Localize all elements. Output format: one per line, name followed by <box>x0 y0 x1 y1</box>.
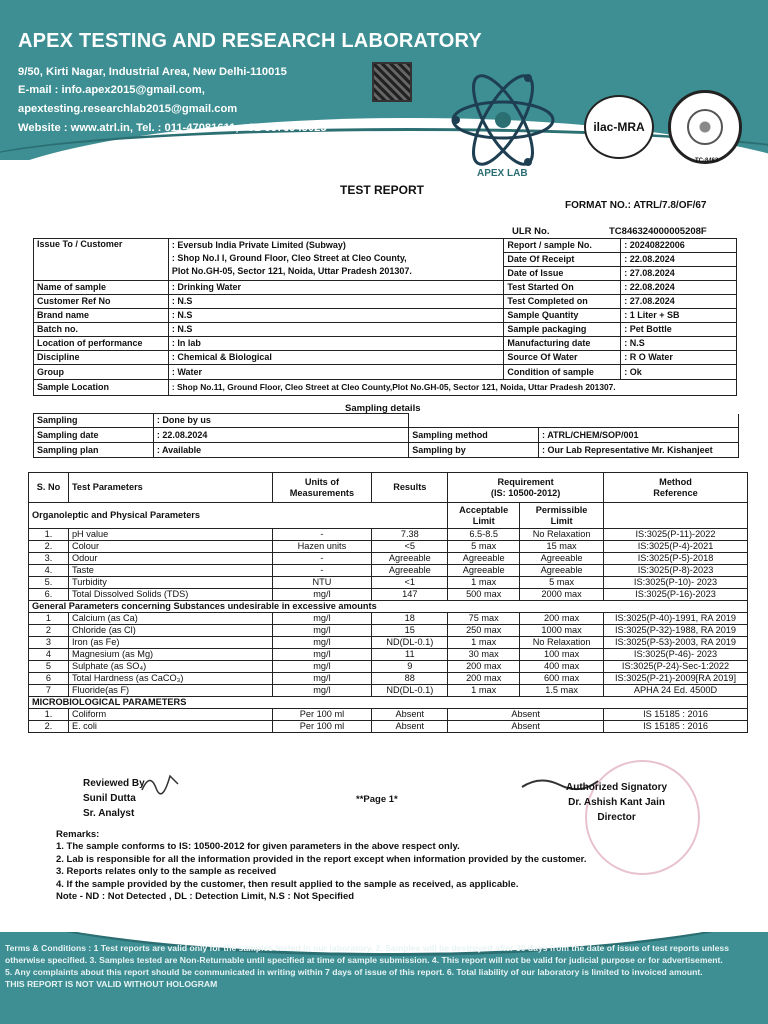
terms-line: Terms & Conditions : 1 Test reports are valid only for the samples tested in our laboratory. 2. Samples will be destroyed after 30 days from the date of issue of test reports unless <box>5 943 729 953</box>
sampling-method-value: : ATRL/CHEM/SOP/001 <box>539 428 739 443</box>
info-left-value: : Chemical & Biological <box>168 351 504 365</box>
logo-caption: APEX LAB <box>477 168 528 179</box>
table-cell: 200 max <box>520 613 604 625</box>
col-header-results: Results <box>372 473 448 503</box>
table-cell: 2 <box>29 625 69 637</box>
table-cell: 1.5 max <box>520 685 604 697</box>
table-cell: IS:3025(P-16)-2023 <box>604 589 748 601</box>
table-row <box>29 661 748 673</box>
table-cell: Hazen units <box>272 541 372 553</box>
sample-location-label: Sample Location <box>34 380 169 396</box>
table-cell: Absent <box>448 709 604 721</box>
info-left-value: : N.S <box>168 309 504 323</box>
table-cell: 1. <box>29 529 69 541</box>
ulr-label: ULR No. <box>512 226 550 237</box>
table-row <box>29 649 748 661</box>
table-cell: - <box>272 553 372 565</box>
section-heading: MICROBIOLOGICAL PARAMETERS <box>29 697 748 709</box>
table-cell: Per 100 ml <box>272 709 372 721</box>
table-cell: E. coli <box>68 721 272 733</box>
col-header-param: Test Parameters <box>68 473 272 503</box>
table-cell: ND(DL-0.1) <box>372 685 448 697</box>
table-cell: Per 100 ml <box>272 721 372 733</box>
info-left-label: Brand name <box>34 309 169 323</box>
authorized-label: Authorized Signatory <box>566 782 668 793</box>
issue-label: Issue To / Customer <box>34 239 169 281</box>
table-cell: 1000 max <box>520 625 604 637</box>
table-row <box>29 541 748 553</box>
reviewer-role: Sr. Analyst <box>83 808 135 819</box>
table-row <box>29 637 748 649</box>
table-cell: 88 <box>372 673 448 685</box>
col-header-acceptable: Acceptable Limit <box>448 503 520 529</box>
remark-item: 3. Reports relates only to the sample as received <box>56 866 277 878</box>
table-cell: IS 15185 : 2016 <box>604 721 748 733</box>
info-left-value: : N.S <box>168 323 504 337</box>
table-cell: 15 <box>372 625 448 637</box>
table-cell: 100 max <box>520 649 604 661</box>
reviewer-name: Sunil Dutta <box>83 793 136 804</box>
table-cell: 1 <box>29 613 69 625</box>
lab-name: APEX TESTING AND RESEARCH LABORATORY <box>18 30 482 52</box>
table-cell: 250 max <box>448 625 520 637</box>
info-right-label: Sample Quantity <box>504 309 621 323</box>
info-right-value: : 27.08.2024 <box>621 267 737 281</box>
table-cell: Agreeable <box>448 553 520 565</box>
sampling-details-heading: Sampling details <box>345 403 421 414</box>
table-cell: Colour <box>68 541 272 553</box>
table-cell: 18 <box>372 613 448 625</box>
info-left-value: : Drinking Water <box>168 281 504 295</box>
atom-logo-icon <box>448 70 558 170</box>
info-right-value: : 1 Liter + SB <box>621 309 737 323</box>
table-cell: Fluoride(as F) <box>68 685 272 697</box>
table-cell: 4. <box>29 565 69 577</box>
table-cell: IS:3025(P-46)- 2023 <box>604 649 748 661</box>
info-left-label: Customer Ref No <box>34 295 169 309</box>
table-cell: 1 max <box>448 577 520 589</box>
table-cell: 200 max <box>448 661 520 673</box>
sampling-plan-label: Sampling plan <box>34 443 154 458</box>
lab-address: 9/50, Kirti Nagar, Industrial Area, New Delhi-110015 <box>18 66 287 78</box>
reviewer-block <box>83 776 145 821</box>
table-cell: 11 <box>372 649 448 661</box>
sampling-date-label: Sampling date <box>34 428 154 443</box>
table-cell: pH value <box>68 529 272 541</box>
table-cell: mg/l <box>272 637 372 649</box>
terms-line: 5. Any complaints about this report should be communicated in writing within 7 days of issue of this report. 6. Total liability of our laboratory is limited to invoiced amount. <box>5 967 703 977</box>
table-cell: 1. <box>29 709 69 721</box>
table-cell: 400 max <box>520 661 604 673</box>
table-cell: - <box>272 529 372 541</box>
lab-website: Website : www.atrl.in, Tel. : 011-47081611, +91-8376945025 <box>18 122 327 134</box>
table-cell: 5 <box>29 661 69 673</box>
terms-line: THIS REPORT IS NOT VALID WITHOUT HOLOGRAM <box>5 979 218 989</box>
table-row <box>29 673 748 685</box>
table-cell: Calcium (as Ca) <box>68 613 272 625</box>
tc-number: TC-8463 <box>695 158 719 164</box>
table-cell: mg/l <box>272 625 372 637</box>
info-left-value: : N.S <box>168 295 504 309</box>
col-header-method: Method Reference <box>604 473 748 503</box>
nabl-seal-icon <box>668 90 742 164</box>
table-cell: 3. <box>29 553 69 565</box>
info-right-label: Test Started On <box>504 281 621 295</box>
info-left-label: Group <box>34 365 169 380</box>
table-cell: Taste <box>68 565 272 577</box>
table-cell: 5 max <box>520 577 604 589</box>
table-cell: 7 <box>29 685 69 697</box>
table-cell: Agreeable <box>520 553 604 565</box>
table-cell: 200 max <box>448 673 520 685</box>
table-cell: 30 max <box>448 649 520 661</box>
table-cell: 7.38 <box>372 529 448 541</box>
sample-location-value: : Shop No.11, Ground Floor, Cleo Street at Cleo County,Plot No.GH-05, Sector 121, Noida, Uttar Pradesh 201307. <box>168 380 736 396</box>
table-cell: 600 max <box>520 673 604 685</box>
report-title: TEST REPORT <box>340 183 425 197</box>
table-cell: Total Hardness (as CaCO₃) <box>68 673 272 685</box>
issue-line-1: : Eversub India Private Limited (Subway) <box>171 240 346 250</box>
results-table <box>28 472 748 733</box>
table-cell: mg/l <box>272 589 372 601</box>
info-right-value: : R O Water <box>621 351 737 365</box>
table-cell: IS:3025(P-5)-2018 <box>604 553 748 565</box>
issue-line-3: Plot No.GH-05, Sector 121, Noida, Uttar Pradesh 201307. <box>171 266 412 276</box>
table-cell: Total Dissolved Solids (TDS) <box>68 589 272 601</box>
info-right-label: Report / sample No. <box>504 239 621 253</box>
sampling-method-label: Sampling method <box>409 428 539 443</box>
info-right-value: : 27.08.2024 <box>621 295 737 309</box>
remark-note: Note - ND : Not Detected , DL : Detection Limit, N.S : Not Specified <box>56 891 355 903</box>
director-name: Dr. Ashish Kant Jain <box>568 797 665 808</box>
sampling-by-label: Sampling by <box>409 443 539 458</box>
sampling-by-value: : Our Lab Representative Mr. Kishanjeet <box>539 443 739 458</box>
info-right-value: : N.S <box>621 337 737 351</box>
table-cell: IS:3025(P-10)- 2023 <box>604 577 748 589</box>
table-cell: 6. <box>29 589 69 601</box>
table-cell: 147 <box>372 589 448 601</box>
remark-item: 2. Lab is responsible for all the information provided in the report except when information provided by the customer. <box>56 853 587 865</box>
table-cell: No Relaxation <box>520 637 604 649</box>
table-cell: 1 max <box>448 685 520 697</box>
section-heading: Organoleptic and Physical Parameters <box>29 503 448 529</box>
info-left-label: Discipline <box>34 351 169 365</box>
info-right-label: Date of Issue <box>504 267 621 281</box>
table-cell: Agreeable <box>372 553 448 565</box>
col-header-permissible: Permissible Limit <box>520 503 604 529</box>
authorized-block <box>566 780 667 825</box>
table-cell: 5. <box>29 577 69 589</box>
table-row <box>29 613 748 625</box>
table-cell: 6.5-8.5 <box>448 529 520 541</box>
table-cell: IS:3025(P-32)-1988, RA 2019 <box>604 625 748 637</box>
info-right-label: Source Of Water <box>504 351 621 365</box>
sample-info-table <box>33 238 737 396</box>
sampling-value: : Done by us <box>153 414 408 428</box>
remark-item: 4. If the sample provided by the customer, then result applied to the sample as received, as applicable. <box>56 878 519 890</box>
reviewed-by-label: Reviewed By <box>83 778 145 789</box>
table-row <box>29 577 748 589</box>
table-cell: Magnesium (as Mg) <box>68 649 272 661</box>
info-right-label: Manufacturing date <box>504 337 621 351</box>
table-cell: IS:3025(P-53)-2003, RA 2019 <box>604 637 748 649</box>
info-left-label: Location of performance <box>34 337 169 351</box>
table-cell: - <box>272 565 372 577</box>
table-cell: NTU <box>272 577 372 589</box>
table-row <box>29 685 748 697</box>
table-cell: 2. <box>29 721 69 733</box>
table-cell: 15 max <box>520 541 604 553</box>
ulr-value: TC846324000005208F <box>609 226 707 237</box>
page-number: **Page 1* <box>356 794 398 805</box>
issue-value <box>168 239 504 281</box>
table-cell: Coliform <box>68 709 272 721</box>
table-cell: Agreeable <box>448 565 520 577</box>
table-cell: IS 15185 : 2016 <box>604 709 748 721</box>
table-cell: Absent <box>372 709 448 721</box>
sampling-label: Sampling <box>34 414 154 428</box>
sampling-date-value: : 22.08.2024 <box>153 428 408 443</box>
table-cell: 9 <box>372 661 448 673</box>
terms-line: otherwise specified. 3. Samples tested are Non-Returnable until specified at time of sample submission. 4. This report will not be valid for judicial purpose or for advertisement. <box>5 955 723 965</box>
info-right-label: Date Of Receipt <box>504 253 621 267</box>
qr-code-icon <box>372 62 412 102</box>
info-right-value: : 22.08.2024 <box>621 281 737 295</box>
info-right-label: Test Completed on <box>504 295 621 309</box>
table-cell: Agreeable <box>372 565 448 577</box>
table-cell: ND(DL-0.1) <box>372 637 448 649</box>
table-row <box>29 721 748 733</box>
info-left-value: : In lab <box>168 337 504 351</box>
format-number: FORMAT NO.: ATRL/7.8/OF/67 <box>565 200 707 211</box>
remark-item: 1. The sample conforms to IS: 10500-2012 for given parameters in the above respect only. <box>56 841 460 853</box>
table-cell: 6 <box>29 673 69 685</box>
col-header-sno: S. No <box>29 473 69 503</box>
info-right-value: : 22.08.2024 <box>621 253 737 267</box>
table-cell: 2. <box>29 541 69 553</box>
info-left-label: Name of sample <box>34 281 169 295</box>
table-cell: Turbidity <box>68 577 272 589</box>
col-header-units: Units of Measurements <box>272 473 372 503</box>
table-cell: mg/l <box>272 661 372 673</box>
info-right-value: : Ok <box>621 365 737 380</box>
table-row <box>29 589 748 601</box>
table-cell: 500 max <box>448 589 520 601</box>
table-cell: 3 <box>29 637 69 649</box>
table-cell: mg/l <box>272 649 372 661</box>
table-cell: 5 max <box>448 541 520 553</box>
sampling-plan-value: : Available <box>153 443 408 458</box>
table-row <box>29 529 748 541</box>
table-cell: 4 <box>29 649 69 661</box>
remarks-title: Remarks: <box>56 829 100 840</box>
table-row <box>29 625 748 637</box>
table-cell: Odour <box>68 553 272 565</box>
table-cell: IS:3025(P-4)-2021 <box>604 541 748 553</box>
table-cell: IS:3025(P-21)-2009[RA 2019] <box>604 673 748 685</box>
info-right-value: : Pet Bottle <box>621 323 737 337</box>
reviewer-signature <box>140 770 180 795</box>
table-cell: IS:3025(P-8)-2023 <box>604 565 748 577</box>
table-cell: No Relaxation <box>520 529 604 541</box>
table-cell: Sulphate (as SO₄) <box>68 661 272 673</box>
table-cell: mg/l <box>272 685 372 697</box>
table-cell: 75 max <box>448 613 520 625</box>
table-cell: Chloride (as Cl) <box>68 625 272 637</box>
table-cell: Agreeable <box>520 565 604 577</box>
ilac-mra-logo: ilac-MRA <box>584 95 654 159</box>
table-cell: IS:3025(P-11)-2022 <box>604 529 748 541</box>
table-cell: <5 <box>372 541 448 553</box>
issue-line-2: : Shop No.I I, Ground Floor, Cleo Street at Cleo County, <box>171 253 407 263</box>
lab-email: E-mail : info.apex2015@gmail.com, <box>18 84 205 96</box>
terms-conditions <box>5 942 763 990</box>
table-cell: APHA 24 Ed. 4500D <box>604 685 748 697</box>
sampling-table <box>33 413 739 458</box>
table-cell: 1 max <box>448 637 520 649</box>
table-cell: IS:3025(P-24)-Sec-1:2022 <box>604 661 748 673</box>
info-right-label: Sample packaging <box>504 323 621 337</box>
table-cell: IS:3025(P-40)-1991, RA 2019 <box>604 613 748 625</box>
letterhead-header <box>0 0 768 160</box>
col-header-requirement: Requirement (IS: 10500-2012) <box>448 473 604 503</box>
table-row <box>29 565 748 577</box>
director-role: Director <box>597 812 636 823</box>
table-cell: mg/l <box>272 613 372 625</box>
table-cell: 2000 max <box>520 589 604 601</box>
remarks-block <box>56 829 587 903</box>
table-cell: <1 <box>372 577 448 589</box>
table-cell: Absent <box>448 721 604 733</box>
lab-email-2: apextesting.researchlab2015@gmail.com <box>18 103 238 115</box>
table-cell: Absent <box>372 721 448 733</box>
info-left-value: : Water <box>168 365 504 380</box>
table-row <box>29 709 748 721</box>
table-row <box>29 553 748 565</box>
info-right-value: : 20240822006 <box>621 239 737 253</box>
table-cell: mg/l <box>272 673 372 685</box>
info-right-label: Condition of sample <box>504 365 621 380</box>
section-heading: General Parameters concerning Substances undesirable in excessive amounts <box>29 601 748 613</box>
table-cell: Iron (as Fe) <box>68 637 272 649</box>
info-left-label: Batch no. <box>34 323 169 337</box>
